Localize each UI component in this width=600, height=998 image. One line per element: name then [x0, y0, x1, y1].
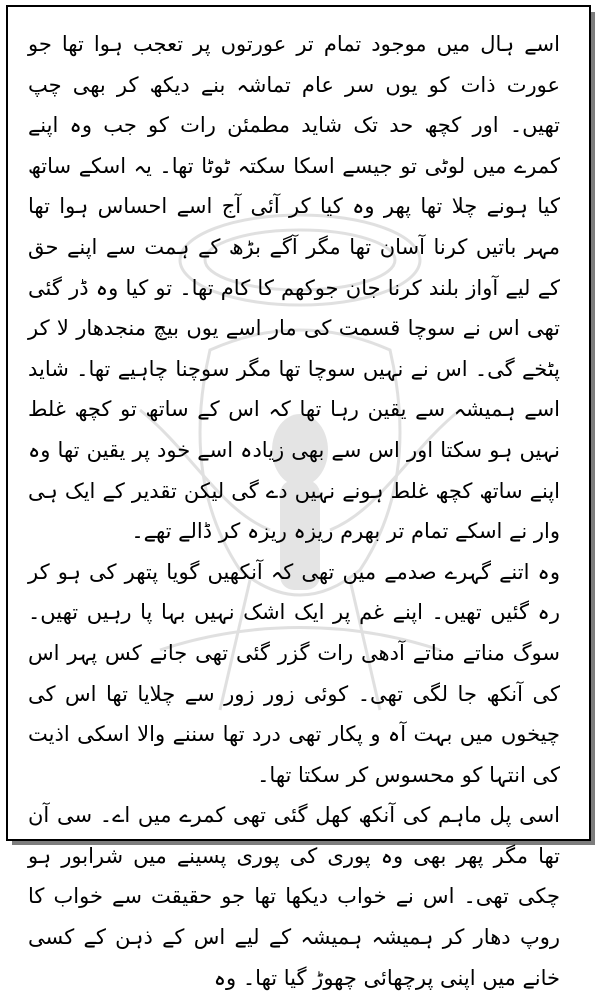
paragraph-3: اسی پل ماہم کی آنکھ کھل گئی تھی کمرے میں اے۔ سی آن تھا مگر پھر بھی وہ پوری کی پوری پسینے میں شرابور ہو چکی تھی۔ اس نے خواب دیکھا تھا جو حقیقت سے خواب کا روپ دھار کر ہمیشہ ہمیشہ کے لیے اس کے ذہن کے کسی خانے میں اپنی پرچھائی چھوڑ گیا تھا۔ وہ: [28, 803, 560, 990]
urdu-text-body: [28, 24, 560, 990]
paragraph-2: وہ اتنے گہرے صدمے میں تھی کہ آنکھیں گویا پتھر کی ہو کر رہ گئیں تھیں۔ اپنے غم پر ایک اشک نہیں بہا پا رہیں تھیں۔ سوگ مناتے مناتے آدھی رات گزر گئی تھی جانے کس پہر اس کی آنکھ جا لگی تھی۔ کوئی زور زور سے چلایا تھا اس کی چیخوں میں بہت آہ و پکار تھی درد تھا سننے والا اسکی اذیت کی انتہا کو محسوس کر سکتا تھا۔: [28, 559, 560, 787]
paragraph-1: اسے ہال میں موجود تمام تر عورتوں پر تعجب ہوا تھا جو عورت ذات کو یوں سر عام تماشہ بنے دیکھ کر بھی چپ تھیں۔ اور کچھ حد تک شاید مطمئن رات کو جب وہ اپنے کمرے میں لوٹی تو جیسے اسکا سکتہ ٹوٹا تھا۔ یہ اسکے ساتھ کیا ہونے چلا تھا پھر وہ کیا کر آئی آج اسے احساس ہوا تھا مہر باتیں کرنا آسان تھا مگر آگے بڑھ کے ہمت سے اپنے حق کے لیے آواز بلند کرنا جان جوکھم کا کام تھا۔ تو کیا وہ ڈر گئی تھی اس نے سوچا قسمت کی مار اسے یوں بیچ منجدھار لا کر پٹخے گی۔ اس نے نہیں سوچا تھا مگر سوچنا چاہیے تھا۔ شاید اسے ہمیشہ سے یقین رہا تھا کہ اس کے ساتھ تو کچھ غلط نہیں ہو سکتا اور اس سے بھی زیادہ اسے خود پر یقین تھا وہ اپنے ساتھ کچھ غلط ہونے نہیں دے گی لیکن تقدیر کے ایک ہی وار نے اسکے تمام تر بھرم ریزہ ریزہ کر ڈالے تھے۔: [28, 32, 560, 544]
